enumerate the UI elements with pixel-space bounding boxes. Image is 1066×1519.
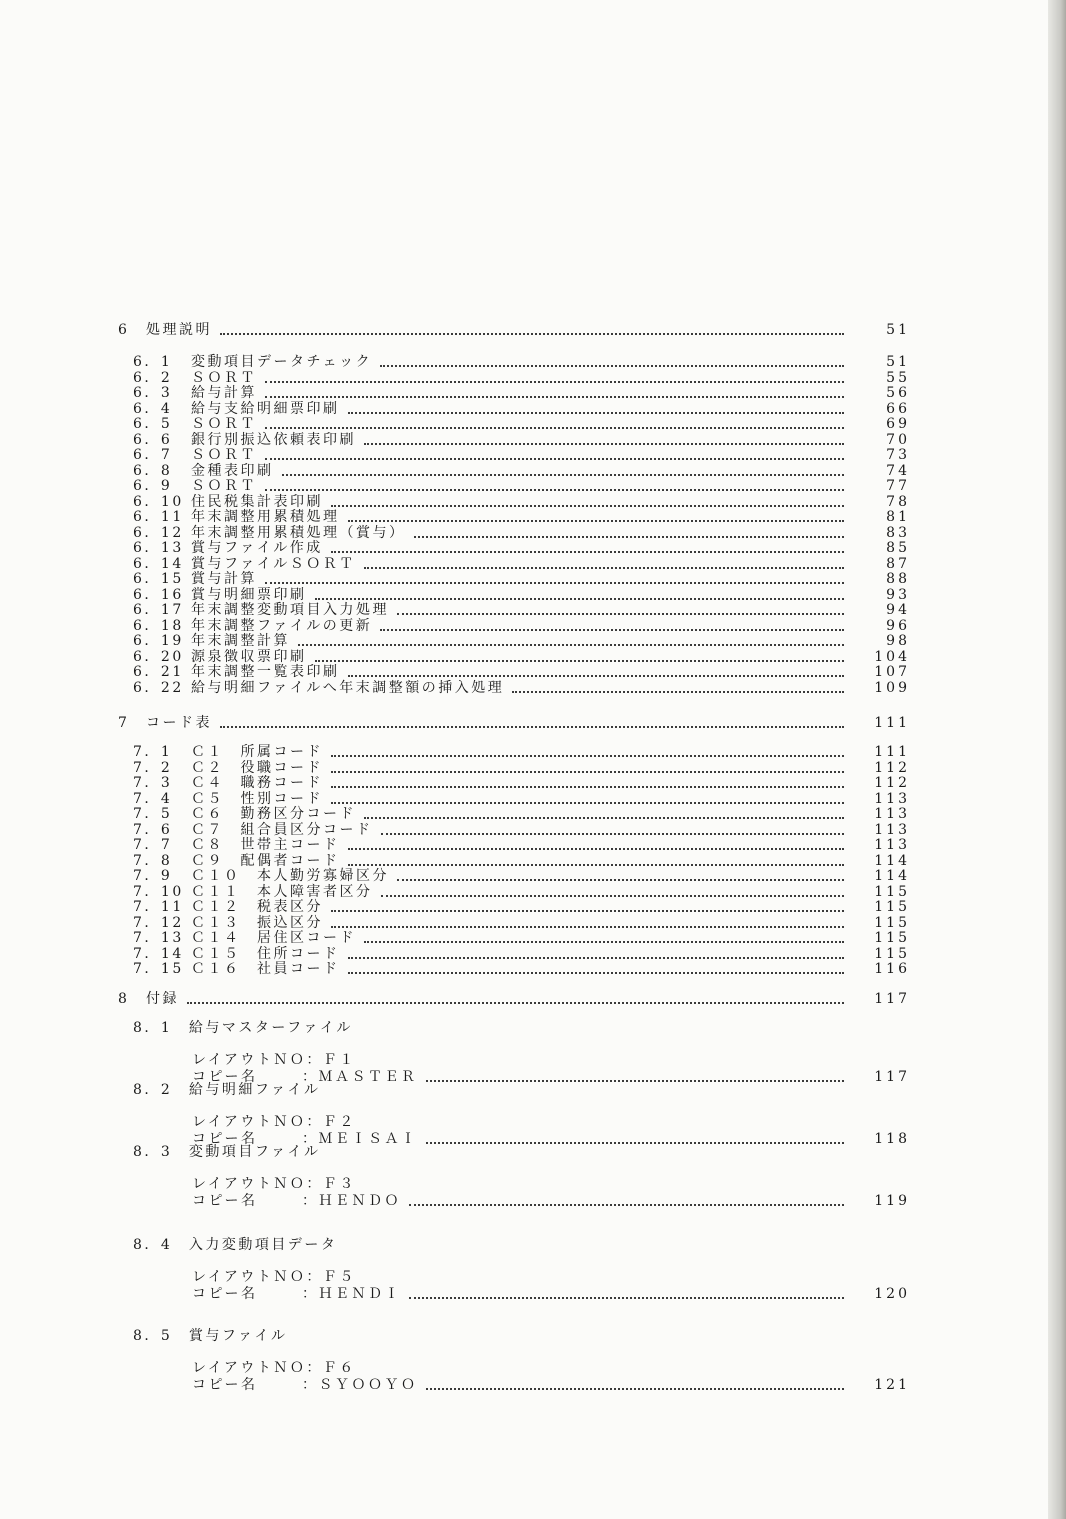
entry-number: 6．7 (133, 447, 173, 463)
sec6-entry (0, 416, 910, 432)
entry-page: 113 (874, 837, 910, 853)
entry-page: 116 (874, 961, 910, 977)
entry-title: Ｃ５ 性別コード (191, 790, 323, 807)
entry-page: 111 (874, 715, 910, 731)
entry-title: ：ＨＥＮＤＩ (302, 1286, 401, 1302)
entry-label (133, 807, 356, 822)
dot-leader (282, 473, 845, 476)
sec7-entry (0, 884, 910, 900)
sec7-entry (0, 946, 910, 962)
entry-title: 賞与計算 (191, 571, 257, 587)
dot-leader (426, 1141, 845, 1144)
sec6-entry (0, 571, 910, 587)
entry-number: 6．19 (133, 633, 184, 649)
entry-label (133, 665, 340, 680)
entry-title: 年末調整変動項目入力処理 (191, 602, 389, 618)
entry-page: 93 (886, 586, 910, 603)
dot-leader (315, 659, 845, 662)
entry-title: Ｃ１３ 振込区分 (191, 914, 323, 931)
sec8-copy-name (0, 1377, 910, 1393)
entry-title: ＳＯＲＴ (191, 478, 257, 494)
sec7-entry (0, 775, 910, 791)
dot-leader (397, 612, 844, 615)
dot-leader (348, 674, 845, 677)
entry-title: Ｃ７ 組合員区分コード (191, 821, 373, 838)
entry-title: 賞与明細票印刷 (191, 586, 307, 603)
sec6-entry (0, 649, 910, 665)
entry-page: 69 (886, 416, 910, 432)
sec8-entry-title: 8．1 給与マスターファイル (133, 1020, 353, 1036)
entry-page: 66 (886, 400, 910, 417)
entry-title: Ｃ１２ 税表区分 (191, 899, 323, 915)
dot-leader (315, 597, 845, 600)
sec8-entry-title: 8．4 入力変動項目データ (133, 1237, 338, 1253)
sec7-entry (0, 806, 910, 822)
sec6-entry (0, 354, 910, 370)
entry-label (133, 854, 340, 869)
entry-title: ：ＭＥＩＳＡＩ (302, 1131, 418, 1147)
section-8-heading (0, 991, 910, 1007)
entry-number: 6．4 (133, 400, 173, 417)
sec6-entry (0, 618, 910, 634)
dot-leader (397, 878, 844, 881)
dot-leader (331, 504, 844, 507)
dot-leader (265, 457, 844, 460)
entry-page: 121 (874, 1377, 910, 1393)
entry-label (133, 479, 257, 494)
entry-label (118, 992, 179, 1007)
dot-leader (331, 801, 844, 804)
dot-leader (331, 550, 844, 553)
entry-label (133, 448, 257, 463)
entry-page: 56 (886, 385, 910, 401)
entry-label (133, 838, 340, 853)
entry-label (133, 650, 307, 665)
entry-page: 117 (874, 991, 910, 1007)
entry-label (133, 433, 356, 448)
entry-number: 6．8 (133, 462, 173, 479)
entry-title: ：ＳＹＯＯＹＯ (302, 1377, 418, 1393)
dot-leader (348, 847, 845, 850)
entry-label (133, 541, 323, 556)
entry-page: 107 (874, 664, 910, 680)
entry-page: 74 (886, 462, 910, 479)
sec6-entry (0, 401, 910, 417)
entry-page: 115 (874, 945, 910, 962)
entry-number: 7．15 (133, 961, 184, 977)
entry-number: 7．12 (133, 914, 184, 931)
entry-label (192, 1378, 418, 1393)
sec7-entry (0, 791, 910, 807)
sec8-layout-no: レイアウトＮＯ：Ｆ１ (192, 1052, 356, 1068)
entry-page: 118 (874, 1131, 910, 1147)
entry-page: 77 (886, 478, 910, 494)
entry-title: Ｃ１０ 本人勤労寡婦区分 (191, 868, 389, 884)
sec6-entry (0, 432, 910, 448)
entry-label (133, 495, 323, 510)
dot-leader (331, 925, 844, 928)
entry-number: 6．14 (133, 555, 184, 572)
entry-number: 8 (118, 991, 130, 1007)
entry-title: Ｃ１５ 住所コード (191, 945, 340, 962)
sec8-entry-title: 8．5 賞与ファイル (133, 1328, 288, 1344)
dot-leader (512, 690, 844, 693)
entry-number: 7．6 (133, 821, 173, 838)
sec6-entry (0, 633, 910, 649)
entry-number: 7．1 (133, 744, 173, 760)
dot-leader (364, 442, 844, 445)
entry-title: 金種表印刷 (191, 462, 274, 479)
entry-page: 115 (874, 914, 910, 931)
sec6-entry (0, 602, 910, 618)
entry-page: 111 (874, 744, 910, 760)
entry-title: Ｃ１６ 社員コード (191, 961, 340, 977)
entry-title: ：ＨＥＮＤＯ (302, 1193, 401, 1209)
entry-label (133, 761, 323, 776)
entry-number: 7．11 (133, 899, 184, 915)
entry-label (192, 1287, 401, 1302)
entry-label (133, 916, 323, 931)
sec8-layout-no: レイアウトＮＯ：Ｆ３ (192, 1176, 356, 1192)
entry-label (133, 619, 372, 634)
entry-page: 87 (886, 555, 910, 572)
dot-leader (265, 380, 844, 383)
dot-leader (220, 725, 844, 728)
entry-number: 6．10 (133, 493, 184, 510)
entry-page: 115 (874, 899, 910, 915)
entry-number: 7．7 (133, 837, 173, 853)
entry-label (133, 900, 323, 915)
entry-title: Ｃ４ 職務コード (191, 775, 323, 791)
entry-number: コピー名 (192, 1131, 258, 1147)
entry-page: 113 (874, 821, 910, 838)
entry-page: 98 (886, 633, 910, 649)
dot-leader (364, 566, 844, 569)
entry-title: 処理説明 (146, 322, 212, 338)
dot-leader (265, 488, 844, 491)
entry-page: 85 (886, 540, 910, 556)
entry-label (133, 681, 504, 696)
dot-leader (364, 940, 844, 943)
entry-title: 変動項目データチェック (191, 354, 373, 370)
dot-leader (409, 1203, 844, 1206)
entry-title: 年末調整ファイルの更新 (191, 617, 373, 634)
entry-number: 7．14 (133, 945, 184, 962)
sec7-entry (0, 915, 910, 931)
entry-label (133, 557, 356, 572)
entry-number: 6 (118, 322, 130, 338)
entry-label (133, 634, 290, 649)
entry-page: 51 (886, 354, 910, 370)
entry-label (133, 371, 257, 386)
entry-number: コピー名 (192, 1069, 258, 1085)
entry-title: Ｃ６ 勤務区分コード (191, 806, 356, 822)
entry-number: 7．13 (133, 930, 184, 946)
sec7-entry (0, 853, 910, 869)
entry-number: コピー名 (192, 1193, 258, 1209)
dot-leader (331, 909, 844, 912)
entry-number: 6．5 (133, 416, 173, 432)
entry-page: 114 (874, 868, 910, 884)
entry-number: 7．8 (133, 852, 173, 869)
entry-label (133, 792, 323, 807)
sec6-entry (0, 494, 910, 510)
entry-page: 115 (874, 930, 910, 946)
sec8-copy-name (0, 1286, 910, 1302)
entry-number: コピー名 (192, 1377, 258, 1393)
entry-number: 6．21 (133, 664, 184, 680)
entry-label (133, 745, 323, 760)
dot-leader (381, 832, 845, 835)
entry-page: 51 (886, 322, 910, 338)
dot-leader (265, 395, 844, 398)
dot-leader (265, 581, 844, 584)
entry-label (133, 588, 307, 603)
dot-leader (364, 816, 844, 819)
entry-title: 賞与ファイルＳＯＲＴ (191, 555, 356, 572)
entry-title: 年末調整計算 (191, 633, 290, 649)
section-7-heading (0, 715, 910, 731)
sec8-entry-title: 8．3 変動項目ファイル (133, 1144, 321, 1160)
entry-page: 112 (874, 775, 910, 791)
entry-label (133, 510, 340, 525)
entry-page: 104 (874, 648, 910, 665)
dot-leader (348, 411, 845, 414)
sec8-entry-title: 8．2 給与明細ファイル (133, 1082, 321, 1098)
entry-title: Ｃ２ 役職コード (191, 759, 323, 776)
entry-page: 78 (886, 493, 910, 510)
entry-page: 113 (874, 790, 910, 807)
sec8-layout-no: レイアウトＮＯ：Ｆ２ (192, 1114, 356, 1130)
entry-title: ＳＯＲＴ (191, 369, 257, 386)
entry-number: 7．5 (133, 806, 173, 822)
entry-number: 6．1 (133, 354, 173, 370)
entry-title: 年末調整用累積処理（賞与） (191, 524, 406, 541)
dot-leader (348, 519, 845, 522)
dot-leader (331, 785, 844, 788)
sec7-entry (0, 899, 910, 915)
entry-number: 6．20 (133, 648, 184, 665)
entry-number: 6．15 (133, 571, 184, 587)
entry-page: 112 (874, 759, 910, 776)
entry-number: 7．3 (133, 775, 173, 791)
dot-leader (409, 1296, 844, 1299)
sec7-entry (0, 837, 910, 853)
entry-number: 6．12 (133, 524, 184, 541)
entry-page: 81 (886, 509, 910, 525)
sec6-entry (0, 680, 910, 696)
entry-page: 115 (874, 883, 910, 900)
dot-leader (298, 643, 844, 646)
sec7-entry (0, 930, 910, 946)
dot-leader (187, 1001, 844, 1004)
entry-title: 給与計算 (191, 385, 257, 401)
entry-label (133, 931, 356, 946)
entry-label (118, 323, 212, 338)
entry-label (133, 355, 372, 370)
entry-page: 109 (874, 679, 910, 696)
sec6-entry (0, 509, 910, 525)
entry-label (133, 776, 323, 791)
entry-page: 70 (886, 431, 910, 448)
entry-title: 源泉徴収票印刷 (191, 648, 307, 665)
entry-title: ＳＯＲＴ (191, 416, 257, 432)
sec6-entry (0, 664, 910, 680)
entry-page: 94 (886, 602, 910, 618)
entry-page: 120 (874, 1286, 910, 1302)
entry-number: 6．6 (133, 431, 173, 448)
entry-label (133, 526, 406, 541)
entry-number: 7．10 (133, 883, 184, 900)
sec7-entry (0, 760, 910, 776)
entry-label (133, 885, 373, 900)
entry-number: 6．3 (133, 385, 173, 401)
entry-title: 年末調整用累積処理 (191, 509, 340, 525)
entry-title: 給与支給明細票印刷 (191, 400, 340, 417)
sec6-entry (0, 587, 910, 603)
entry-title: 賞与ファイル作成 (191, 540, 323, 556)
entry-page: 83 (886, 524, 910, 541)
entry-title: コード表 (146, 715, 212, 731)
entry-page: 96 (886, 617, 910, 634)
entry-number: 6．2 (133, 369, 173, 386)
entry-label (133, 823, 373, 838)
entry-label (133, 402, 340, 417)
sec7-entry (0, 744, 910, 760)
sec7-entry (0, 822, 910, 838)
entry-page: 73 (886, 447, 910, 463)
sec6-entry (0, 385, 910, 401)
section-6-heading (0, 322, 910, 338)
entry-number: 6．11 (133, 509, 184, 525)
sec8-layout-no: レイアウトＮＯ：Ｆ５ (192, 1269, 356, 1285)
dot-leader (426, 1079, 845, 1082)
entry-title: 付録 (146, 991, 179, 1007)
dot-leader (414, 535, 845, 538)
entry-number: 7．4 (133, 790, 173, 807)
entry-number: 6．13 (133, 540, 184, 556)
sec6-entry (0, 447, 910, 463)
entry-number: 6．22 (133, 679, 184, 696)
sec6-entry (0, 463, 910, 479)
entry-number: 7．9 (133, 868, 173, 884)
entry-label (133, 869, 389, 884)
sec6-entry (0, 525, 910, 541)
entry-page: 119 (874, 1193, 910, 1209)
entry-page: 113 (874, 806, 910, 822)
dot-leader (348, 971, 845, 974)
dot-leader (265, 426, 844, 429)
entry-page: 55 (886, 369, 910, 386)
sec8-layout-no: レイアウトＮＯ：Ｆ６ (192, 1360, 356, 1376)
sec6-entry (0, 478, 910, 494)
entry-number: 7 (118, 715, 130, 731)
sec6-entry (0, 540, 910, 556)
entry-label (133, 962, 340, 977)
dot-leader (220, 332, 844, 335)
entry-page: 114 (874, 852, 910, 869)
entry-title: ＳＯＲＴ (191, 447, 257, 463)
entry-title: Ｃ１１ 本人障害者区分 (191, 883, 373, 900)
entry-label (133, 947, 340, 962)
entry-label (133, 386, 257, 401)
entry-page: 117 (874, 1069, 910, 1085)
sec7-entry (0, 961, 910, 977)
entry-label (133, 417, 257, 432)
sec6-entry (0, 370, 910, 386)
entry-title: 給与明細ファイルへ年末調整額の挿入処理 (191, 679, 505, 696)
dot-leader (331, 770, 844, 773)
entry-label (133, 603, 389, 618)
dot-leader (380, 364, 844, 367)
entry-page: 88 (886, 571, 910, 587)
sec6-entry (0, 556, 910, 572)
entry-label (133, 464, 274, 479)
entry-title: 年末調整一覧表印刷 (191, 664, 340, 680)
entry-title: Ｃ１４ 居住区コード (191, 930, 356, 946)
entry-number: 6．18 (133, 617, 184, 634)
dot-leader (348, 863, 845, 866)
entry-number: 6．16 (133, 586, 184, 603)
entry-title: Ｃ１ 所属コード (191, 744, 323, 760)
sec8-copy-name (0, 1193, 910, 1209)
dot-leader (380, 628, 844, 631)
sec7-entry (0, 868, 910, 884)
entry-number: 7．2 (133, 759, 173, 776)
entry-label (192, 1194, 401, 1209)
entry-title: Ｃ８ 世帯主コード (191, 837, 340, 853)
entry-number: 6．17 (133, 602, 184, 618)
entry-title: ：ＭＡＳＴＥＲ (302, 1069, 418, 1085)
entry-title: 住民税集計表印刷 (191, 493, 323, 510)
dot-leader (331, 754, 844, 757)
dot-leader (348, 956, 845, 959)
entry-label (118, 716, 212, 731)
entry-number: コピー名 (192, 1286, 258, 1302)
entry-title: Ｃ９ 配偶者コード (191, 852, 340, 869)
entry-label (133, 572, 257, 587)
entry-title: 銀行別振込依頼表印刷 (191, 431, 356, 448)
dot-leader (426, 1387, 845, 1390)
entry-number: 6．9 (133, 478, 173, 494)
dot-leader (381, 894, 845, 897)
